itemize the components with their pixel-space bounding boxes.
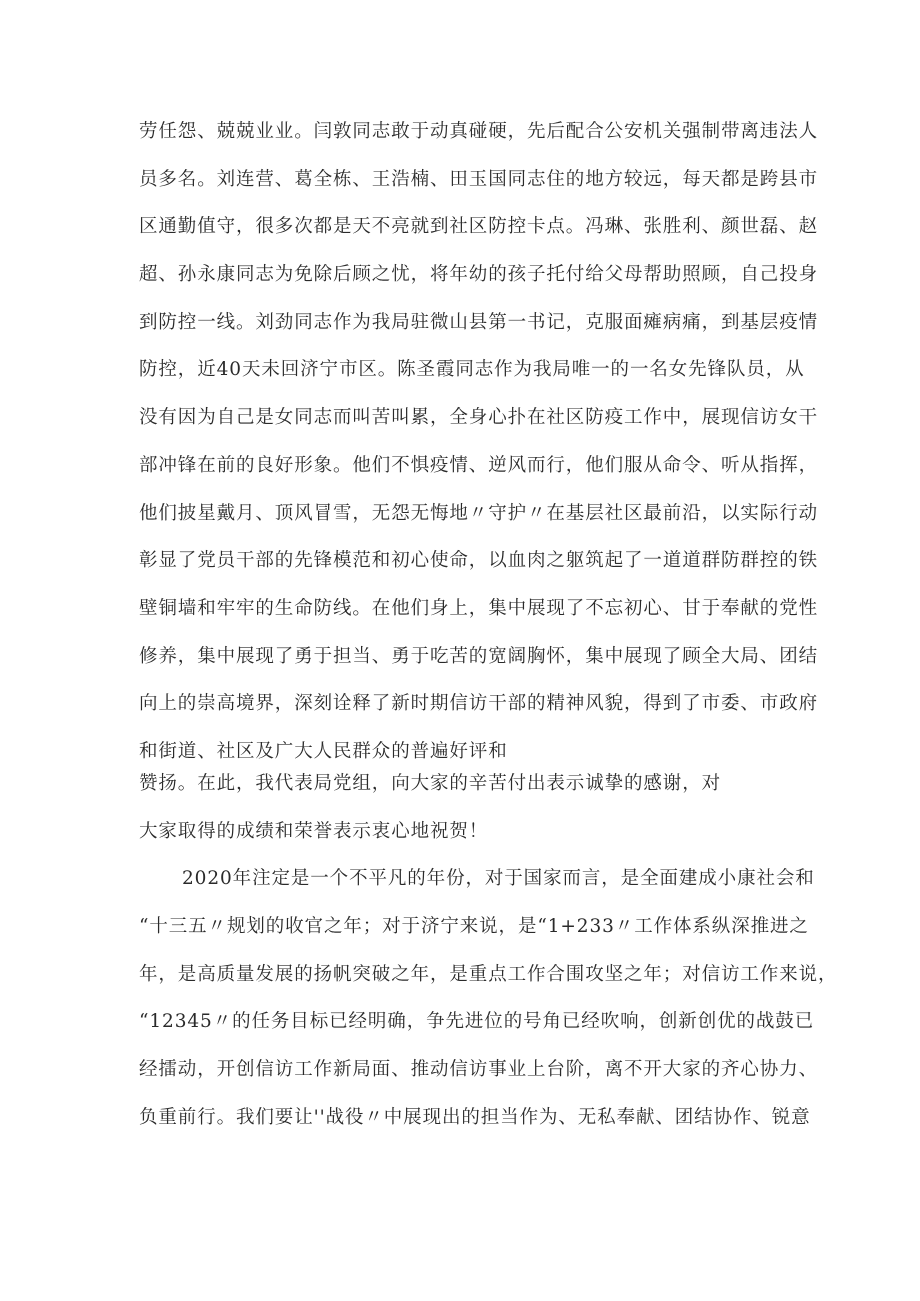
text-line: 没有因为自己是女同志而叫苦叫累，全身心扑在社区防疫工作中，展现信访女干	[139, 407, 819, 429]
text-line: 他们披星戴月、顶风冒雪，无怨无悔地〃守护〃在基层社区最前沿，以实际行动	[139, 502, 819, 524]
paragraph-start-line: 2020年注定是一个不平凡的年份，对于国家而言，是全面建成小康社会和	[182, 868, 815, 890]
text-line: 修养，集中展现了勇于担当、勇于吃苦的宽阔胸怀，集中展现了顾全大局、团结	[139, 645, 819, 667]
text-line: 和街道、社区及广大人民群众的普遍好评和	[139, 740, 508, 762]
text-line: 大家取得的成绩和荣誉表示衷心地祝贺！	[139, 820, 489, 842]
text-line: 区通勤值守，很多次都是天不亮就到社区防控卡点。冯琳、张胜利、颜世磊、赵	[139, 216, 819, 238]
text-line: 年，是高质量发展的扬帆突破之年，是重点工作合围攻坚之年；对信访工作来说，	[139, 963, 838, 985]
text-line: 部冲锋在前的良好形象。他们不惧疫情、逆风而行，他们服从命令、听从指挥，	[139, 454, 819, 476]
text-line: 壁铜墙和牢牢的生命防线。在他们身上，集中展现了不忘初心、甘于奉献的党性	[139, 597, 819, 619]
text-line: 超、孙永康同志为免除后顾之忧，将年幼的孩子托付给父母帮助照顾，自己投身	[139, 264, 819, 286]
text-line: 向上的崇高境界，深刻诠释了新时期信访干部的精神风貌，得到了市委、市政府	[139, 693, 819, 715]
text-line: 负重前行。我们要让''战役〃中展现出的担当作为、无私奉献、团结协作、锐意	[139, 1106, 811, 1128]
text-line: 劳任怨、兢兢业业。闫敦同志敢于动真碰硬，先后配合公安机关强制带离违法人	[139, 121, 819, 142]
text-line: 赞扬。在此，我代表局党组，向大家的辛苦付出表示诚挚的感谢，对	[139, 772, 722, 794]
body-text	[139, 117, 838, 1150]
text-line: 经擂动，开创信访工作新局面、推动信访事业上台阶，离不开大家的齐心协力、	[139, 1059, 819, 1081]
text-line: 到防控一线。刘劲同志作为我局驻微山县第一书记，克服面瘫病痛，到基层疫情	[139, 311, 819, 333]
text-line: “十三五〃规划的收官之年；对于济宁来说，是“1+233〃工作体系纵深推进之	[139, 916, 809, 937]
text-line: “12345〃的任务目标已经明确，争先进位的号角已经吹响，创新创优的战鼓已	[139, 1011, 815, 1033]
text-line: 彰显了党员干部的先锋模范和初心使命，以血肉之躯筑起了一道道群防群控的铁	[139, 550, 819, 572]
text-line: 防控，近40天未回济宁市区。陈圣霞同志作为我局唯一的一名女先锋队员，从	[139, 359, 805, 381]
text-line: 员多名。刘连营、葛全栋、王浩楠、田玉国同志住的地方较远，每天都是跨县市	[139, 168, 819, 190]
